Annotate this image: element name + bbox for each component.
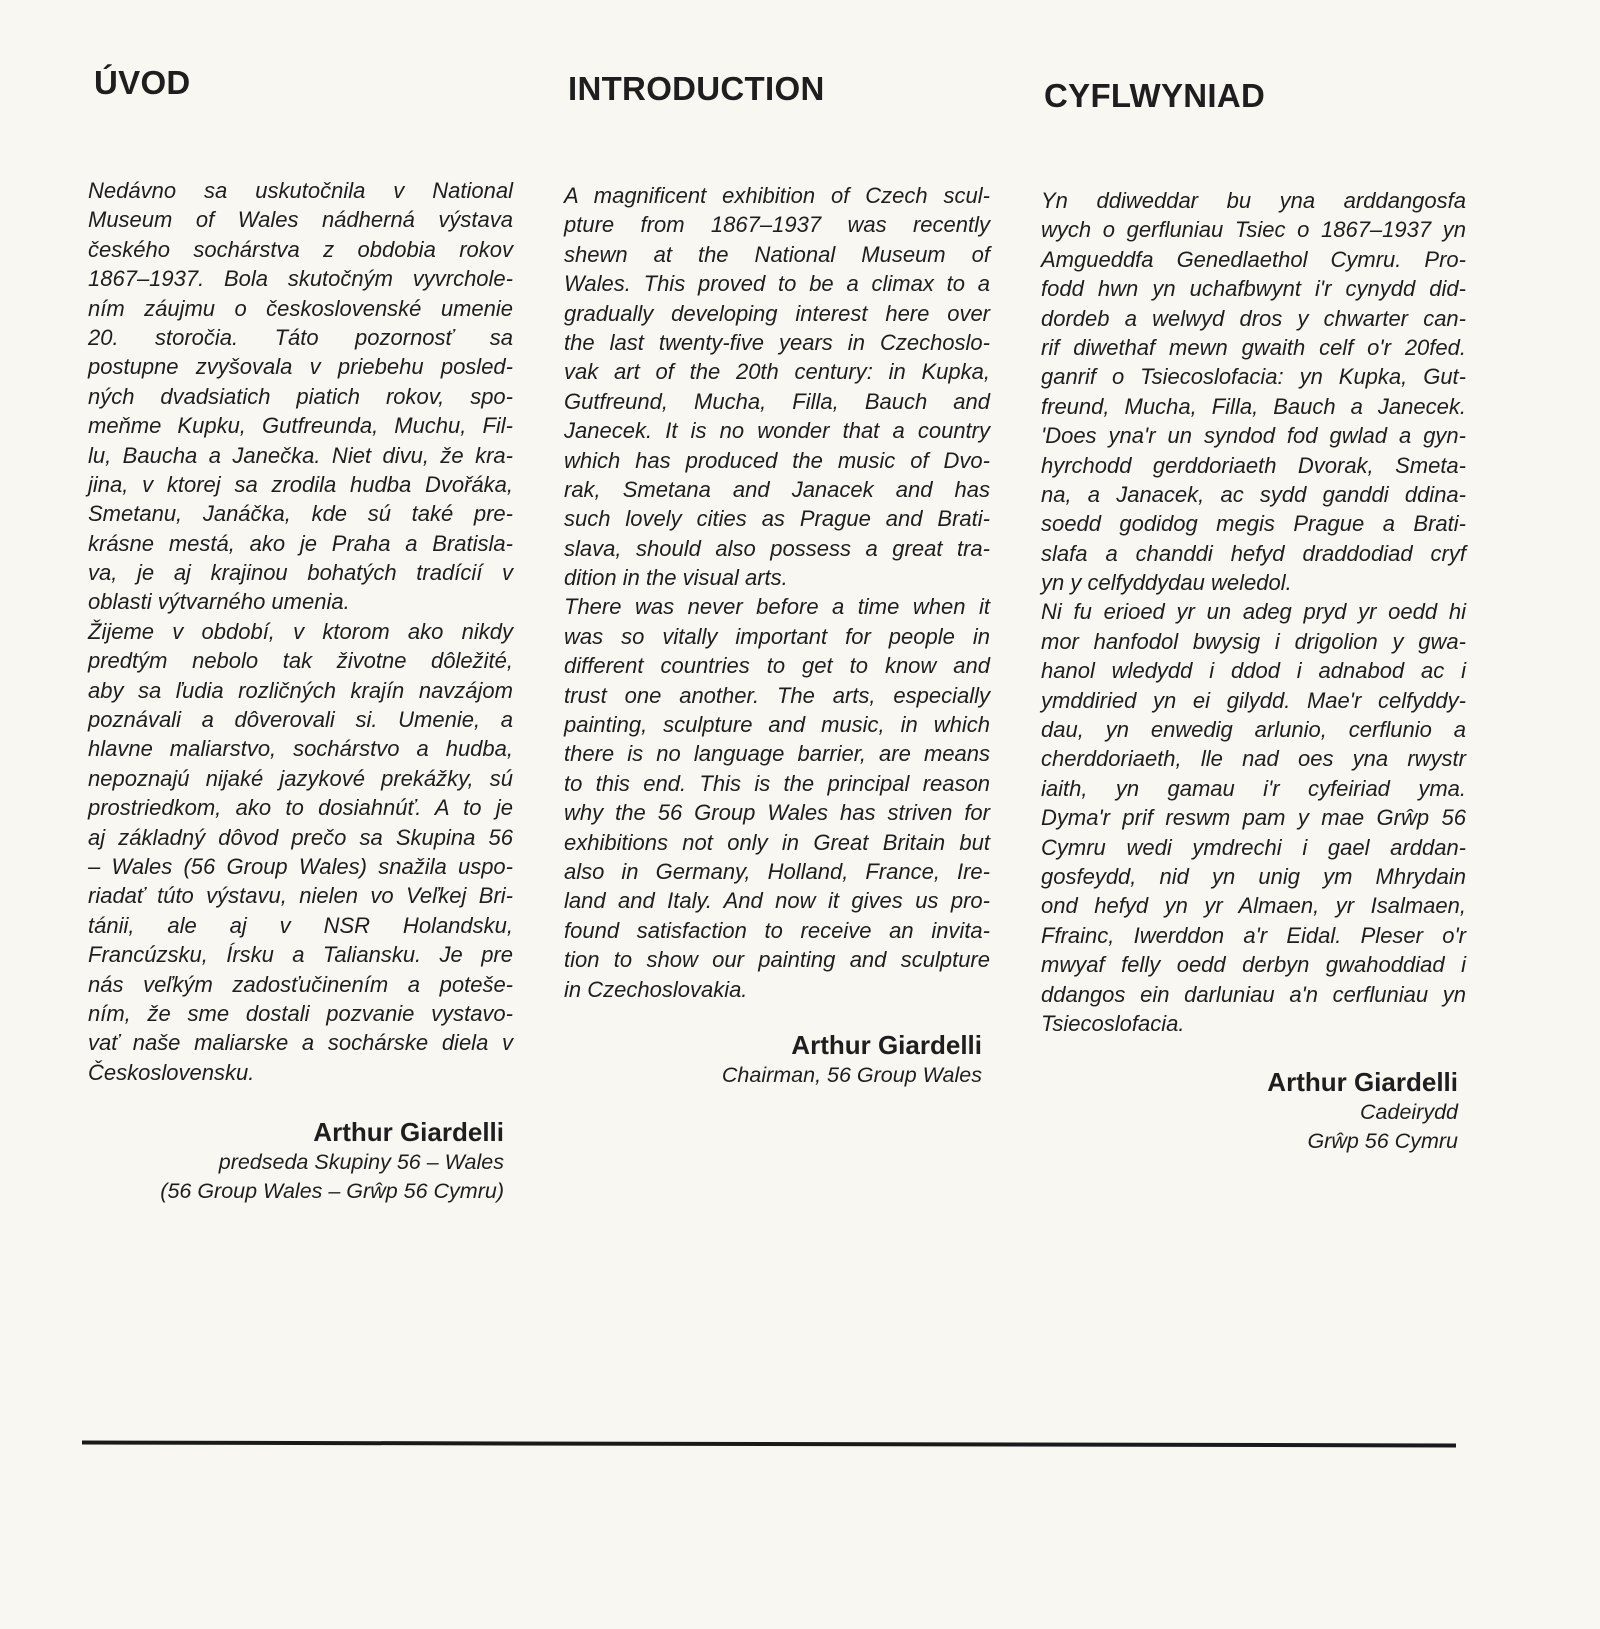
signature-title: Chairman, 56 Group Wales — [721, 1063, 982, 1087]
text-line: nás veľkým zadosťučinením a poteše- — [88, 971, 513, 997]
text-line: soedd godidog megis Prague a Brati- — [1041, 511, 1466, 537]
text-line: ddangos ein darluniau a'n cerfluniau yn — [1041, 981, 1466, 1007]
text-line: Amgueddfa Genedlaethol Cymru. Pro- — [1041, 246, 1466, 272]
text-line: cherddoriaeth, lle nad oes yna rwystr — [1041, 746, 1466, 772]
signature-title: Cadeirydd — [1360, 1100, 1458, 1124]
text-line: Československu. — [88, 1059, 255, 1085]
text-line: aby sa ľudia rozličných krajín navzájom — [88, 677, 513, 703]
signature-title: predseda Skupiny 56 – Wales — [218, 1150, 504, 1174]
signature-slovak — [64, 1116, 504, 1206]
bottom-rule-divider — [82, 1441, 1456, 1448]
text-line: was so vitally important for people in — [564, 623, 990, 649]
text-line: predtým nebolo tak životne dôležité, — [88, 648, 513, 674]
text-line: wych o gerfluniau Tsiec o 1867–1937 yn — [1041, 217, 1466, 243]
text-line: prostriedkom, ako to dosiahnúť. A to je — [88, 795, 513, 821]
column-slovak-text — [88, 176, 513, 1087]
text-line: rak, Smetana and Janacek and has — [564, 476, 990, 502]
text-line: Museum of Wales nádherná výstava — [88, 207, 513, 233]
text-line: there is no language barrier, are means — [564, 741, 990, 767]
text-line: riadať túto výstavu, nielen vo Veľkej Bri- — [88, 883, 513, 909]
text-line: ond hefyd yn yr Almaen, yr Isalmaen, — [1041, 893, 1466, 919]
text-line: gradually developing interest here over — [564, 300, 990, 326]
text-line: vak art of the 20th century: in Kupka, — [564, 359, 990, 385]
text-line: trust one another. The arts, especially — [564, 682, 990, 708]
text-line: Gutfreund, Mucha, Filla, Bauch and — [564, 388, 990, 414]
text-line: meňme Kupku, Gutfreunda, Muchu, Fil- — [88, 413, 513, 439]
text-line: freund, Mucha, Filla, Bauch a Janecek. — [1041, 393, 1466, 419]
text-line: such lovely cities as Prague and Brati- — [564, 506, 990, 532]
signature-welsh — [1018, 1066, 1458, 1156]
text-line: yn y celfyddydau weledol. — [1041, 570, 1292, 596]
text-line: pture from 1867–1937 was recently — [564, 212, 990, 238]
text-line: gosfeydd, nid yn unig ym Mhrydain — [1041, 863, 1466, 889]
heading-slovak: ÚVOD — [94, 64, 191, 101]
column-welsh-text — [1041, 186, 1466, 1038]
heading-english: INTRODUCTION — [568, 70, 825, 107]
heading-welsh: CYFLWYNIAD — [1044, 77, 1266, 114]
text-line: hlavne maliarstvo, sochárstvo a hudba, — [88, 736, 513, 762]
text-line: exhibitions not only in Great Britain but — [564, 829, 990, 855]
text-line: krásne mestá, ako je Praha a Bratisla- — [88, 530, 513, 556]
text-line: found satisfaction to receive an invita- — [564, 917, 990, 943]
text-line: postupne zvyšovala v priebehu posled- — [88, 354, 513, 380]
text-line: poznávali a dôverovali si. Umenie, a — [88, 707, 513, 733]
signature-name: Arthur Giardelli — [313, 1117, 504, 1147]
text-line: 1867–1937. Bola skutočným vyvrchole- — [88, 266, 513, 292]
text-line: českého sochárstva z obdobia rokov — [88, 236, 513, 262]
text-line: Žijeme v období, v ktorom ako nikdy — [88, 618, 513, 644]
text-line: oblasti výtvarného umenia. — [88, 589, 350, 615]
text-line: na, a Janacek, ac sydd ganddi ddina- — [1041, 481, 1466, 507]
text-line: ním záujmu o československé umenie — [88, 295, 513, 321]
text-line: jina, v ktorej sa zrodila hudba Dvořáka, — [88, 471, 513, 497]
text-line: aj základný dôvod prečo sa Skupina 56 — [88, 824, 513, 850]
signature-name: Arthur Giardelli — [791, 1030, 982, 1060]
text-line: the last twenty-five years in Czechoslo- — [564, 329, 990, 355]
text-line: mor hanfodol bwysig i drigolion y gwa- — [1041, 628, 1466, 654]
text-line: Cymru wedi ymdrechi i gael arddan- — [1041, 834, 1466, 860]
text-line: Tsiecoslofacia. — [1041, 1010, 1185, 1036]
text-line: ných dvadsiatich piatich rokov, spo- — [88, 383, 513, 409]
signature-name: Arthur Giardelli — [1267, 1067, 1458, 1097]
signature-english — [542, 1029, 982, 1090]
text-line: nepoznajú nijaké jazykové prekážky, sú — [88, 765, 513, 791]
text-line: Janecek. It is no wonder that a country — [564, 418, 990, 444]
text-line: Nedávno sa uskutočnila v National — [88, 178, 513, 203]
text-line: in Czechoslovakia. — [564, 976, 748, 1002]
text-line: hyrchodd gerddoriaeth Dvorak, Smeta- — [1041, 452, 1466, 478]
text-line: 'Does yna'r un syndod fod gwlad a gyn- — [1041, 423, 1466, 449]
text-line: Ffrainc, Iwerddon a'r Eidal. Pleser o'r — [1041, 922, 1466, 948]
text-line: Yn ddiweddar bu yna arddangosfa — [1041, 188, 1466, 213]
text-line: A magnificent exhibition of Czech scul- — [564, 183, 990, 208]
text-line: There was never before a time when it — [564, 594, 990, 620]
text-line: mwyaf felly oedd derbyn gwahoddiad i — [1041, 952, 1466, 978]
text-line: dition in the visual arts. — [564, 565, 788, 591]
text-line: shewn at the National Museum of — [564, 241, 990, 267]
text-line: slafa a chanddi hefyd draddodiad cryf — [1041, 540, 1466, 566]
text-line: land and Italy. And now it gives us pro- — [564, 888, 990, 914]
signature-title: Grŵp 56 Cymru — [1307, 1129, 1458, 1153]
text-line: va, je aj krajinou bohatých tradícií v — [88, 560, 513, 586]
text-line: tion to show our painting and sculpture — [564, 947, 990, 973]
text-line: ymddiried yn ei gilydd. Mae'r celfyddy- — [1041, 687, 1466, 713]
text-line: different countries to get to know and — [564, 653, 990, 679]
text-line: rif diwethaf mewn gwaith celf o'r 20fed. — [1041, 334, 1466, 360]
text-line: dau, yn enwedig arlunio, cerflunio a — [1041, 717, 1466, 743]
text-line: lu, Baucha a Janečka. Niet divu, že kra- — [88, 442, 513, 468]
text-line: Dyma'r prif reswm pam y mae Grŵp 56 — [1041, 805, 1466, 831]
text-line: which has produced the music of Dvo- — [564, 447, 990, 473]
text-line: Smetanu, Janáčka, kde sú také pre- — [88, 501, 513, 527]
text-line: 20. storočia. Táto pozornosť sa — [88, 324, 513, 350]
text-line: Ni fu erioed yr un adeg pryd yr oedd hi — [1041, 599, 1466, 625]
column-english-text — [564, 181, 990, 1004]
text-line: ganrif o Tsiecoslofacia: yn Kupka, Gut- — [1041, 364, 1466, 390]
text-line: Francúzsku, Írsku a Taliansku. Je pre — [88, 942, 513, 968]
text-line: Wales. This proved to be a climax to a — [564, 271, 990, 297]
text-line: iaith, yn gamau i'r cyfeiriad yma. — [1041, 775, 1466, 801]
text-line: to this end. This is the principal reason — [564, 770, 990, 796]
text-line: dordeb a welwyd dros y chwarter can- — [1041, 305, 1466, 331]
text-line: ním, že sme dostali pozvanie vystavo- — [88, 1000, 513, 1026]
text-line: fodd hwn yn uchafbwynt i'r cynydd did- — [1041, 276, 1466, 302]
text-line: slava, should also possess a great tra- — [564, 535, 990, 561]
text-line: also in Germany, Holland, France, Ire- — [564, 858, 990, 884]
signature-title: (56 Group Wales – Grŵp 56 Cymru) — [160, 1179, 504, 1203]
text-line: vať naše maliarske a sochárske diela v — [88, 1030, 513, 1056]
text-line: tánii, ale aj v NSR Holandsku, — [88, 912, 513, 938]
text-line: why the 56 Group Wales has striven for — [564, 800, 990, 826]
text-line: painting, sculpture and music, in which — [564, 712, 990, 738]
text-line: hanol wledydd i ddod i adnabod ac i — [1041, 658, 1466, 684]
text-line: – Wales (56 Group Wales) snažila uspo- — [88, 853, 513, 879]
